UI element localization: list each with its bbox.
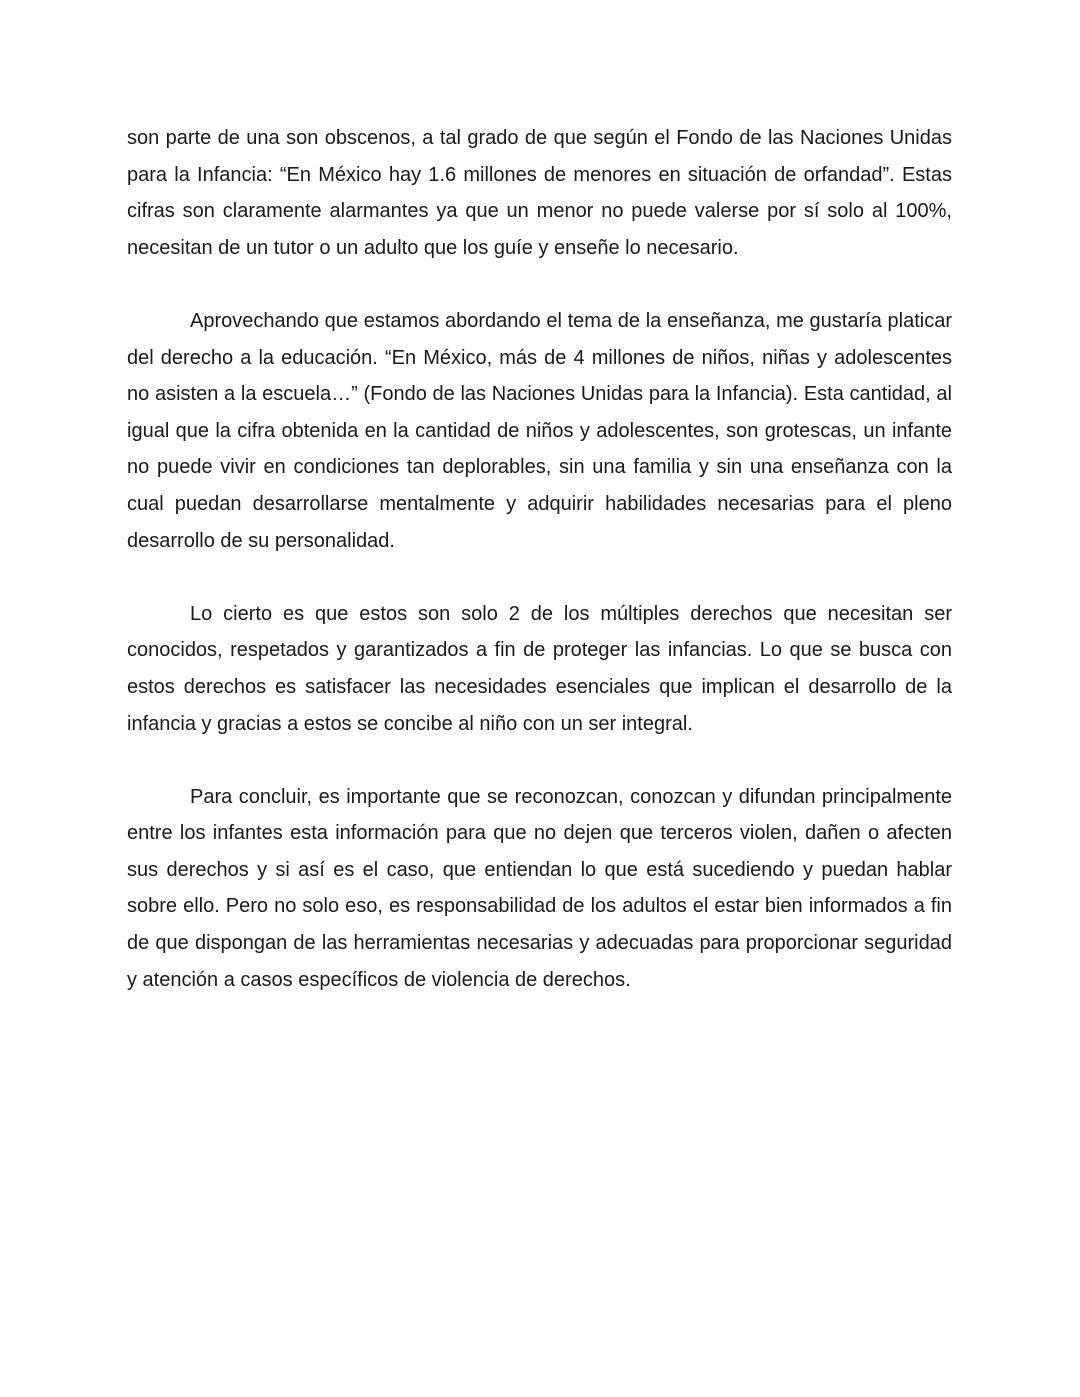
document-body bbox=[127, 120, 952, 1035]
paragraph-2: Aprovechando que estamos abordando el tema de la enseñanza, me gustaría platicar del derecho a la educación. “En México, más de 4 millones de niños, niñas y adolescentes no asisten a la escuela…” (Fondo de las Naciones Unidas para la Infancia). Esta cantidad, al igual que la cifra obtenida en la cantidad de niños y adolescentes, son grotescas, un infante no puede vivir en condiciones tan deplorables, sin una familia y sin una enseñanza con la cual puedan desarrollarse mentalmente y adquirir habilidades necesarias para el pleno desarrollo de su personalidad. bbox=[127, 309, 952, 552]
paragraph-1: son parte de una son obscenos, a tal grado de que según el Fondo de las Naciones Unidas para la Infancia: “En México hay 1.6 millones de menores en situación de orfandad”. Estas cifras son claramente alarmantes ya que un menor no puede valerse por sí solo al 100%, necesitan de un tutor o un adulto que los guíe y enseñe lo necesario. bbox=[127, 127, 952, 259]
paragraph-3: Lo cierto es que estos son solo 2 de los múltiples derechos que necesitan ser conocidos, respetados y garantizados a fin de proteger las infancias. Lo que se busca con estos derechos es satisfacer las necesidades esenciales que implican el desarrollo de la infancia y gracias a estos se concibe al niño con un ser integral. bbox=[127, 602, 952, 735]
paragraph-4: Para concluir, es importante que se reconozcan, conozcan y difundan principalmente entre los infantes esta información para que no dejen que terceros violen, dañen o afecten sus derechos y si así es el caso, que entiendan lo que está sucediendo y puedan hablar sobre ello. Pero no solo eso, es responsabilidad de los adultos el estar bien informados a fin de que dispongan de las herramientas necesarias y adecuadas para proporcionar seguridad y atención a casos específicos de violencia de derechos. bbox=[127, 785, 952, 991]
